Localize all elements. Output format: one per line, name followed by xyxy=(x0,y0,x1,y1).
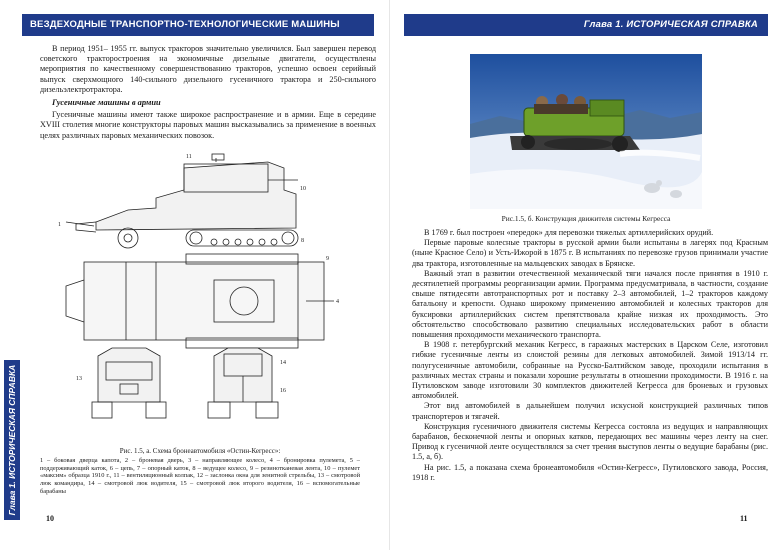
svg-text:16: 16 xyxy=(280,388,286,394)
svg-text:8: 8 xyxy=(301,238,304,244)
armored-car-schematic xyxy=(36,150,374,445)
left-header-rule xyxy=(22,34,374,36)
right-page-number: 11 xyxy=(740,514,748,523)
left-paragraph-1: В период 1951– 1955 гг. выпуск тракторов значительно увеличился. Был завершен перевод советского тракторостроения на экономичные дизельные двигатели, осуществлены мероприятия по качественному совершенствованию тракторов, успешно освоен серийный выпуск сверхмощного 140-сильного дизельного гусеничного трактора и 250-сильного дизельэлектротрактора. xyxy=(40,44,376,94)
left-running-header xyxy=(22,14,374,34)
svg-text:14: 14 xyxy=(280,360,286,366)
right-paragraph-2: Первые паровые колесные тракторы в русской армии были испытаны в лагерях под Красным (ныне Красное Село) и Усть-Ижорой в 1875 г. В испытаниях по перевозке грузов принимали участие два трактора, изготовленные на мальцевских заводах в Брянске. xyxy=(412,238,768,268)
left-paragraph-2: Гусеничные машины имеют также широкое распространение и в армии. Еще в середине XVIII столетия многие конструкторы паровых машин высказывались за применение в военных целях различных паровых механических повозок. xyxy=(40,110,376,140)
left-page-number: 10 xyxy=(46,514,54,523)
right-header-rule xyxy=(404,34,768,36)
right-paragraph-3: Важный этап в развитии отечественной механической тяги начался после принятия в 1910 г. десятилетней программы реорганизации армии. Программа предусматривала, в частности, создание свыше пятидесяти автотранспортных рот и поставку 2–3 автомобилей, 1–2 тракторов каждому батальону и крепости. Однако широкому применению автомобилей и колесных тракторов для буксировки артиллерийских систем препятствовала крайне низкая их проходимость. Это обстоятельство способствовало развитию специальных исследовательских работ в области повышения проходимости механического транспорта. xyxy=(412,268,768,340)
figure-1-5b-caption: Рис.1.5, б. Конструкция движителя системы Кегресса xyxy=(501,214,671,223)
page-gutter xyxy=(389,0,390,550)
right-paragraph-7: На рис. 1.5, а показана схема бронеавтомобиля «Остин-Кегресс», Путиловского завода, Россия, 1918 г. xyxy=(412,462,768,482)
right-paragraph-6: Конструкция гусеничного движителя системы Кегресса состояла из ведущих и направляющих барабанов, бесконечной ленты и опорных катков, передающих вес машины через ленту на снег. Привод к гусеничной ленте осуществлялся за счет трения выступов ленты о ведущие барабаны (рис. 1.5, а, б). xyxy=(412,421,768,462)
left-header-title: ВЕЗДЕХОДНЫЕ ТРАНСПОРТНО-ТЕХНОЛОГИЧЕСКИЕ МАШИНЫ xyxy=(30,18,340,30)
svg-text:10: 10 xyxy=(300,186,306,192)
figure-1-5a-title: Рис. 1.5, а. Схема бронеавтомобиля «Остин-Кегресс»: xyxy=(119,447,281,455)
svg-text:4: 4 xyxy=(336,299,339,305)
svg-text:11: 11 xyxy=(186,154,192,160)
section-subheading: Гусеничные машины в армии xyxy=(52,98,161,108)
plan-view xyxy=(66,254,339,348)
side-view xyxy=(58,154,306,248)
figure-1-5a-caption xyxy=(40,448,360,496)
right-paragraph-5: Этот вид автомобилей в дальнейшем получил искусной конструкцией различных типов транспортеров и тягачей. xyxy=(412,401,768,421)
rear-view xyxy=(208,348,286,418)
kegresse-painting xyxy=(470,54,702,209)
side-tab-label: Глава 1. ИСТОРИЧЕСКАЯ СПРАВКА xyxy=(7,364,17,516)
svg-text:9: 9 xyxy=(326,256,329,262)
right-running-header xyxy=(404,14,768,34)
right-header-title: Глава 1. ИСТОРИЧЕСКАЯ СПРАВКА xyxy=(583,18,758,30)
figure-1-5a-legend: 1 – боковая дверца капота, 2 – броневая дверь, 3 – направляющее колесо, 4 – бронировка пулемета, 5 – поддерживающий каток, 6 – цепь, 7 – опорный каток, 8 – ведущее колесо, 9 – резиноткaневая лента, 10 – пулемет «максим» образца 1910 г., 11 – вентиляционный колпак, 12 – заслонка окна для зенитной стрельбы, 13 – смотровой люк командира, 14 – смотровой люк водителя, 15 – смотровой люк второго водителя, 16 – вспомогательные барабаны xyxy=(40,456,360,495)
chapter-side-tab xyxy=(4,360,20,520)
svg-text:13: 13 xyxy=(76,376,82,382)
right-page-text xyxy=(412,228,768,483)
left-page-text xyxy=(40,44,376,141)
front-view xyxy=(76,348,166,418)
right-paragraph-1: В 1769 г. был построен «передок» для перевозки тяжелых артиллерийских орудий. xyxy=(424,228,714,237)
right-paragraph-4: В 1908 г. петербургский механик Кегресс, в гаражных мастерских в Царском Селе, изготовил гибкие гусеничные ленты из слоистой резины для легковых автомобилей. Зимой 1913/14 гг. полугусеничные автомобили, собранные на Русско-Балтийском заводе, проходили испытания в различных местах страны и показали хорошие результаты в отношении проходимости. В 1916 г. на Путиловском заводе изготовили 30 комплектов движителей Кегресса для броневых и грузовых автомобилей. xyxy=(412,340,768,401)
svg-text:1: 1 xyxy=(58,222,61,228)
